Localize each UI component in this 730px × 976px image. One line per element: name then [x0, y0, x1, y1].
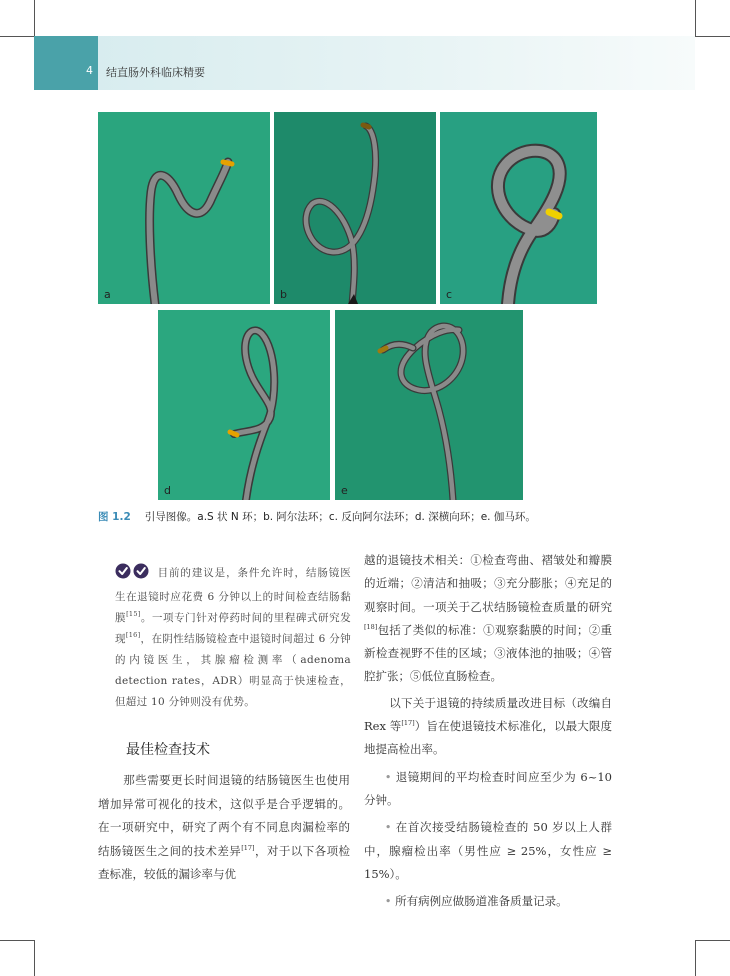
- figure-panel-c: [440, 112, 597, 304]
- running-title: 结直肠外科临床精要: [106, 66, 205, 79]
- figure-panel-d: [158, 310, 330, 500]
- note-text-1: 目前的建议是，条件允许时，结肠镜医生在退镜时应花费 6 分钟以上的时间检查结肠黏膜: [115, 567, 351, 624]
- right-paragraph-2: [364, 692, 612, 762]
- list-item-text: 退镜期间的平均检查时间应至少为 6~10 分钟。: [364, 769, 613, 807]
- crop-mark: [695, 940, 696, 976]
- crop-mark: [0, 36, 34, 37]
- figure-number: 图 1.2: [98, 511, 131, 523]
- crop-mark: [695, 0, 696, 36]
- right-column: [364, 549, 612, 913]
- right-p1-text-1: 越的退镜技术相关：①检查弯曲、褶皱处和瓣膜的近端；②清洁和抽吸；③充分膨胀；④充足的观察时间。一项关于乙状结肠镜检查质量的研究: [364, 553, 612, 614]
- crop-mark: [695, 940, 730, 941]
- section-heading: 最佳检查技术: [126, 742, 210, 758]
- figure-caption-text: 引导图像。a.S 状 N 环；b. 阿尔法环；c. 反向阿尔法环；d. 深横向环；e. 伽马环。: [144, 511, 536, 523]
- figure-panel-b: [274, 112, 436, 304]
- left-body-paragraph: [98, 769, 350, 887]
- panel-label-e: e: [341, 484, 348, 497]
- citation: [17]: [401, 719, 415, 728]
- crop-mark: [34, 940, 35, 976]
- figure-panel-a: [98, 112, 270, 304]
- note-text-2: 。一项专门针对停药时间的里程碑式研究发现: [115, 612, 351, 645]
- citation: [15]: [126, 610, 141, 618]
- right-p2-text-1: 以下关于退镜的持续质量改进目标（改编自 Rex 等: [364, 695, 612, 734]
- right-p2-text-2: ）旨在使退镜技术标准化，以最大限度地提高检出率。: [364, 719, 613, 757]
- list-item-text: 所有病例应做肠道准备质量记录。: [395, 894, 568, 909]
- note-text-3: ，在阴性结肠镜检查中退镜时间超过 6 分钟的内镜医生，其腺瘤检测率（adenoma detection rates，ADR）明显高于快速检查，但超过 10 分钟则没有优势。: [115, 633, 351, 708]
- crop-mark: [695, 36, 730, 37]
- running-header: [34, 36, 695, 90]
- left-body-text-2: ，对于以下各项检查标准，较低的漏诊率与优: [98, 843, 351, 881]
- panel-label-b: b: [280, 288, 287, 301]
- bullet-icon: •: [384, 894, 392, 909]
- page-number-box: [34, 36, 98, 90]
- right-p1-text-2: 包括了类似的标准：①观察黏膜的时间；②重新检查视野不佳的区域；③液体池的抽吸；④管腔扩张；⑤低位直肠检查。: [364, 622, 612, 684]
- citation: [17]: [241, 843, 255, 852]
- citation: [18]: [364, 622, 378, 631]
- panel-label-a: a: [104, 288, 111, 301]
- crop-mark: [0, 940, 34, 941]
- bullet-icon: •: [384, 820, 392, 835]
- page-number: 4: [86, 64, 93, 77]
- panel-label-d: d: [164, 484, 171, 497]
- crop-mark: [34, 0, 35, 36]
- citation: [16]: [125, 631, 141, 639]
- left-body-text-1: 那些需要更长时间退镜的结肠镜医生也使用增加异常可视化的技术，这似乎是合乎逻辑的。在一项研究中，研究了两个有不同息肉漏检率的结肠镜医生之间的技术差异: [98, 773, 350, 858]
- recommendation-note: [115, 563, 351, 713]
- figure-caption: [98, 509, 536, 524]
- list-item-text: 在首次接受结肠镜检查的 50 岁以上人群中，腺瘤检出率（男性应 ≥ 25%，女性应 ≥ 15%）。: [364, 820, 612, 881]
- right-paragraph-1: [364, 549, 612, 689]
- list-item: [364, 816, 612, 886]
- list-item: [364, 890, 612, 913]
- figure-panel-e: [335, 310, 523, 500]
- bullet-icon: •: [384, 769, 392, 784]
- double-check-icon: [115, 563, 151, 587]
- panel-label-c: c: [446, 288, 453, 301]
- list-item: [364, 766, 612, 813]
